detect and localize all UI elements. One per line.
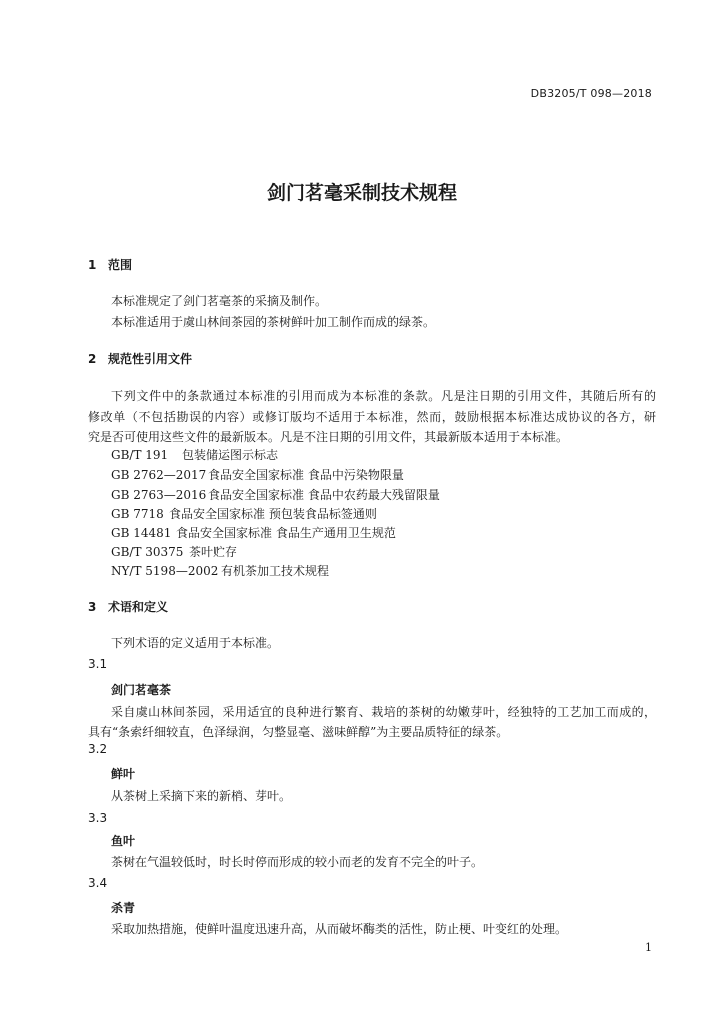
term-name: 鲜叶 (111, 767, 136, 781)
reference-title: 食品安全国家标准 食品中农药最大残留限量 (208, 488, 440, 502)
term-definition-line: 茶树在气温较低时，时长时停而形成的较小而老的发育不完全的叶子。 (111, 855, 484, 869)
section-2-intro-line: 修改单（不包括勘误的内容）或修订版均不适用于本标准，然而，鼓励根据本标准达成协议的各方，研 (88, 410, 656, 424)
reference-code: GB 2763—2016 (111, 488, 207, 502)
term-name: 杀青 (111, 901, 136, 915)
reference-title: 食品安全国家标准 食品生产通用卫生规范 (176, 526, 396, 540)
reference-code: GB 7718 (111, 507, 164, 521)
reference-title: 食品安全国家标准 食品中污染物限量 (208, 468, 404, 482)
reference-item (111, 524, 396, 541)
section-number: 3 (88, 600, 97, 614)
term-definition-line: 采自虞山林间茶园，采用适宜的良种进行繁育、栽培的茶树的幼嫩芽叶，经独特的工艺加工而成的， (111, 705, 656, 719)
reference-title: 包装储运图示标志 (182, 448, 279, 462)
reference-item (111, 562, 329, 579)
term-name: 剑门茗毫茶 (111, 683, 172, 697)
page-number: 1 (645, 941, 652, 954)
section-2-intro-line: 下列文件中的条款通过本标准的引用而成为本标准的条款。凡是注日期的引用文件，其随后所有的 (111, 389, 656, 403)
term-definition-line: 采取加热措施，使鲜叶温度迅速升高，从而破坏酶类的活性，防止梗、叶变红的处理。 (111, 922, 568, 936)
reference-item (111, 486, 440, 503)
section-title: 术语和定义 (108, 600, 169, 614)
reference-code: GB 2762—2017 (111, 468, 207, 482)
section-1-paragraph: 本标准规定了剑门茗毫茶的采摘及制作。 (111, 294, 328, 308)
reference-item (111, 466, 404, 483)
reference-code: GB/T 191 (111, 448, 169, 462)
term-definition-line: 具有“条索纤细较直，色泽绿润，匀整显毫、滋味鲜醇”为主要品质特征的绿茶。 (88, 725, 509, 739)
reference-code: GB 14481 (111, 526, 172, 540)
reference-item (111, 505, 377, 522)
term-number: 3.2 (88, 742, 108, 756)
section-2-intro-line: 究是否可使用这些文件的最新版本。凡是不注日期的引用文件，其最新版本适用于本标准。 (88, 430, 569, 444)
reference-code: NY/T 5198—2002 (111, 564, 219, 578)
document-title: 剑门茗毫采制技术规程 (266, 182, 457, 204)
term-number: 3.3 (88, 811, 108, 825)
term-name: 鱼叶 (111, 834, 136, 848)
reference-item (111, 543, 237, 560)
reference-title: 食品安全国家标准 预包装食品标签通则 (169, 507, 377, 521)
section-title: 范围 (108, 258, 133, 272)
section-3-intro: 下列术语的定义适用于本标准。 (111, 636, 280, 650)
reference-code: GB/T 30375 (111, 545, 184, 559)
reference-title: 茶叶贮存 (189, 545, 238, 559)
term-number: 3.1 (88, 657, 108, 671)
section-2-heading (88, 350, 192, 367)
term-number: 3.4 (88, 876, 108, 890)
reference-item (111, 446, 278, 463)
section-1-paragraph: 本标准适用于虞山林间茶园的茶树鲜叶加工制作而成的绿茶。 (111, 315, 436, 329)
section-title: 规范性引用文件 (108, 352, 193, 366)
section-number: 2 (88, 352, 97, 366)
term-definition-line: 从茶树上采摘下来的新梢、芽叶。 (111, 789, 292, 803)
section-number: 1 (88, 258, 97, 272)
section-3-heading (88, 598, 168, 615)
reference-title: 有机茶加工技术规程 (221, 564, 330, 578)
standard-code: DB3205/T 098—2018 (530, 87, 652, 100)
section-1-heading (88, 256, 132, 273)
